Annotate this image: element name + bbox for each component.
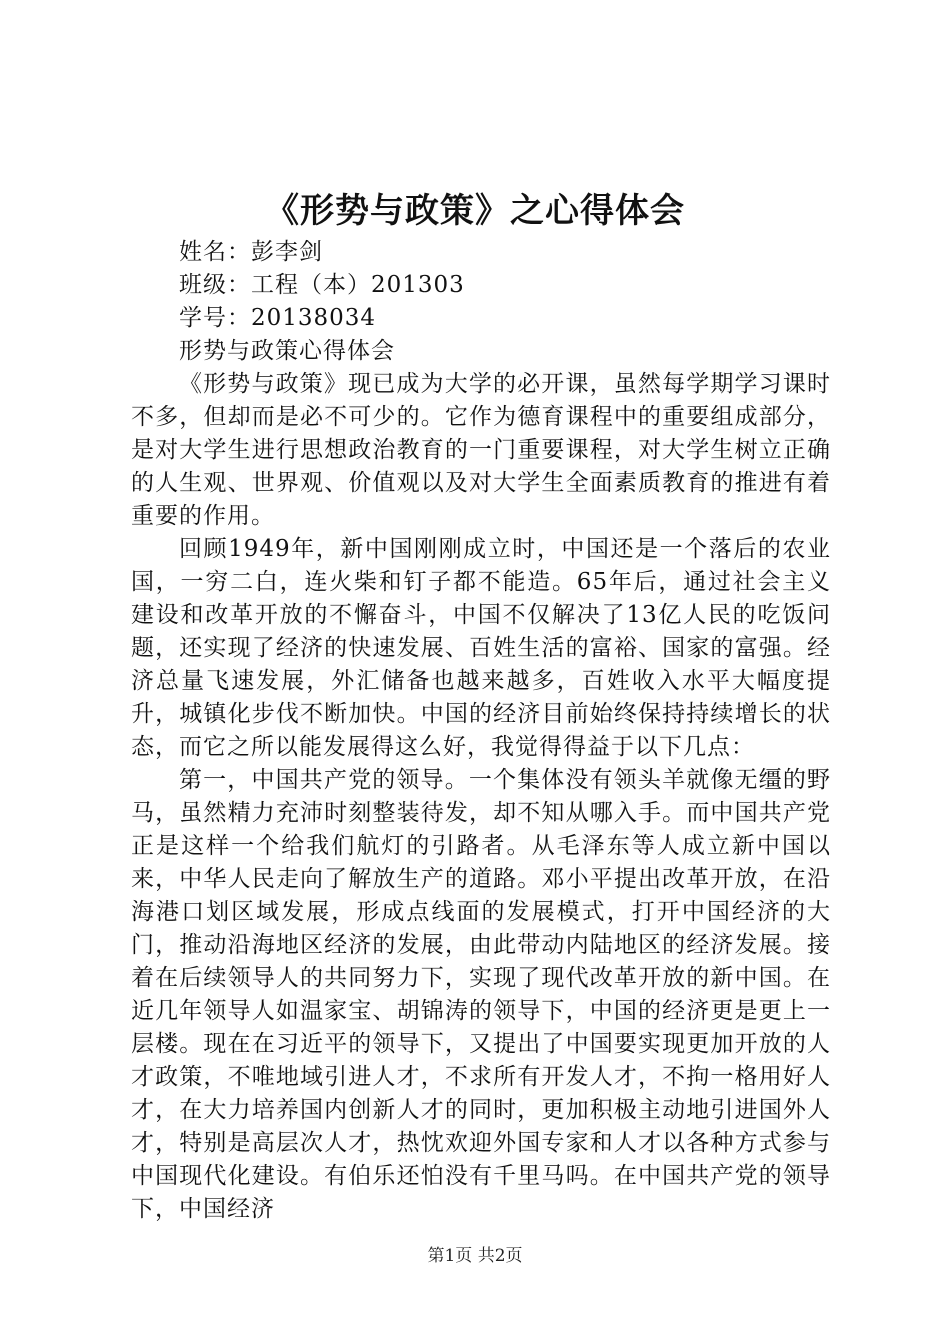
document-body <box>131 236 831 1226</box>
document-subtitle: 形势与政策心得体会 <box>179 338 395 364</box>
document-title: 《形势与政策》之心得体会 <box>265 191 685 231</box>
paragraph-point-one: 第一，中国共产党的领导。一个集体没有领头羊就像无缰的野马，虽然精力充沛时刻整装待发，却不知从哪入手。而中国共产党正是这样一个给我们航灯的引路者。从毛泽东等人成立新中国以来，中华人民走向了解放生产的道路。邓小平提出改革开放，在沿海港口划区域发展，形成点线面的发展模式，打开中国经济的大门，推动沿海地区经济的发展，由此带动内陆地区的经济发展。接着在后续领导人的共同努力下，实现了现代改革开放的新中国。在近几年领导人如温家宝、胡锦涛的领导下，中国的经济更是更上一层楼。现在在习近平的领导下，又提出了中国要实现更加开放的人才政策，不唯地域引进人才，不求所有开发人才，不拘一格用好人才，在大力培养国内创新人才的同时，更加积极主动地引进国外人才，特别是高层次人才，热忱欢迎外国专家和人才以各种方式参与中国现代化建设。有伯乐还怕没有千里马吗。在中国共产党的领导下，中国经济 <box>131 767 831 1222</box>
class-line: 班级：工程（本）201303 <box>179 272 465 298</box>
page-footer: 第1页 共2页 <box>427 1246 523 1266</box>
paragraph-intro: 《形势与政策》现已成为大学的必开课，虽然每学期学习课时不多，但却而是必不可少的。它作为德育课程中的重要组成部分，是对大学生进行思想政治教育的一门重要课程，对大学生树立正确的人生观、世界观、价值观以及对大学生全面素质教育的推进有着重要的作用。 <box>131 371 831 529</box>
author-name-line: 姓名：彭李剑 <box>179 239 323 265</box>
student-id-line: 学号：20138034 <box>179 305 377 331</box>
paragraph-review: 回顾1949年，新中国刚刚成立时，中国还是一个落后的农业国，一穷二白，连火柴和钉子都不能造。65年后，通过社会主义建设和改革开放的不懈奋斗，中国不仅解决了13亿人民的吃饭问题，还实现了经济的快速发展、百姓生活的富裕、国家的富强。经济总量飞速发展，外汇储备也越来越多，百姓收入水平大幅度提升，城镇化步伐不断加快。中国的经济目前始终保持持续增长的状态，而它之所以能发展得这么好，我觉得得益于以下几点： <box>131 536 831 760</box>
